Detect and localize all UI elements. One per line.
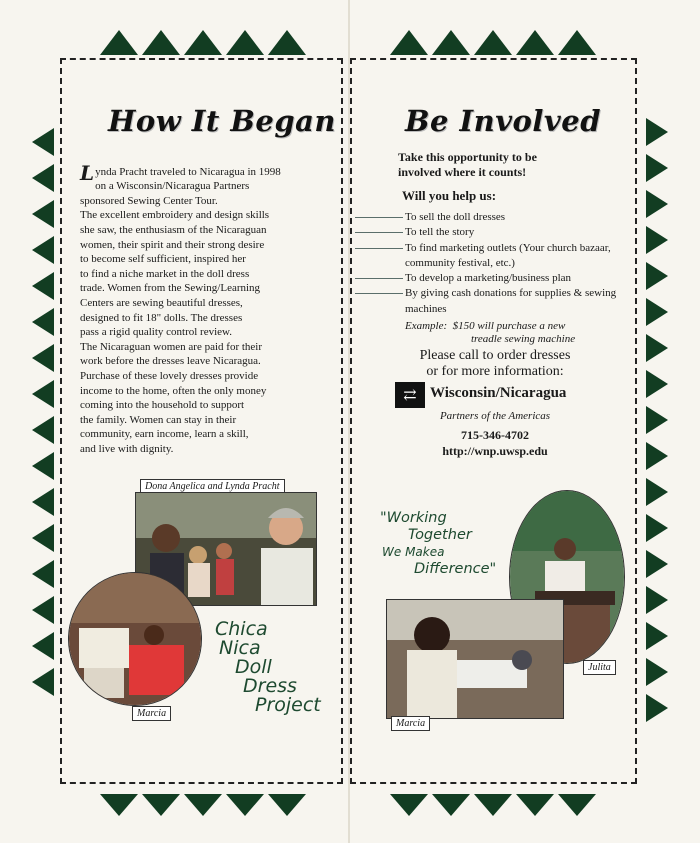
project-word-3: Doll bbox=[235, 656, 272, 678]
example-line-1: $150 will purchase a new bbox=[452, 320, 566, 332]
story-body: ynda Pracht traveled to Nicaragua in 1998 on a Wisconsin/Nicaragua Partners sponsored Sewing Center Tour. The excellent embroidery and design skills she saw, the enthusiasm of the Nicaraguan women, their spirit and their strong desire to become self sufficient, inspired her to find a niche market in the doll dress trade. Women from the Sewing/Learning Centers are sewing beautiful dresses, designed to fit 18" dolls. The dresses pass a rigid quality control review. The Nicaraguan women are paid for their work before the dresses leave Nicaragua. Purchase of these lovely dresses provide income to the home, often the only money coming into the household to support the family. Women can stay in their community, earn income, learn a skill, and live with dignity. bbox=[80, 165, 281, 455]
help-list bbox=[355, 210, 635, 317]
call-line-2: or for more information: bbox=[426, 364, 564, 379]
project-word-2: Nica bbox=[219, 637, 261, 659]
quote-word-5: Difference" bbox=[414, 561, 497, 577]
bottom-left-triangles bbox=[100, 794, 306, 816]
photo1-caption: Dona Angelica and Lynda Pracht bbox=[140, 479, 285, 494]
photo4-caption: Marcia bbox=[391, 716, 430, 731]
help-item: To find marketing outlets (Your church bazaar, community festival, etc.) bbox=[355, 241, 635, 272]
how-it-began-title: How It Began bbox=[108, 104, 336, 138]
photo-marcia-working bbox=[386, 599, 564, 719]
phone-number: 715-346-4702 bbox=[461, 428, 529, 442]
example-text bbox=[405, 320, 575, 346]
quote-word-2: Together bbox=[408, 527, 472, 543]
chica-nica-project-name bbox=[215, 620, 321, 715]
photo3-caption: Julita bbox=[583, 660, 616, 675]
photo2-caption: Marcia bbox=[132, 706, 171, 721]
website-url: http://wnp.uwsp.edu bbox=[442, 444, 548, 458]
be-involved-title: Be Involved bbox=[405, 104, 601, 138]
example-line-2: treadle sewing machine bbox=[471, 333, 576, 345]
example-label: Example: bbox=[405, 320, 448, 332]
help-heading: Will you help us: bbox=[402, 188, 497, 203]
project-word-1: Chica bbox=[215, 618, 268, 640]
project-word-5: Project bbox=[255, 694, 321, 716]
partners-line: Partners of the Americas bbox=[439, 410, 551, 422]
call-line-1: Please call to order dresses bbox=[419, 348, 571, 363]
left-side-triangles bbox=[32, 128, 54, 696]
help-item: By giving cash donations for supplies & sewing machines bbox=[355, 286, 635, 317]
call-to-order bbox=[360, 348, 630, 380]
intro-line-1: Take this opportunity to be bbox=[398, 150, 537, 164]
org-name: Wisconsin/Nicaragua bbox=[430, 385, 567, 401]
help-item: To sell the doll dresses bbox=[355, 210, 635, 225]
quote-word-1: "Working bbox=[380, 510, 447, 526]
help-item: To tell the story bbox=[355, 225, 635, 240]
project-word-4: Dress bbox=[243, 675, 297, 697]
bottom-right-triangles bbox=[390, 794, 596, 816]
top-left-triangles bbox=[100, 30, 306, 55]
quote-word-3: We Make bbox=[382, 545, 438, 559]
wnp-logo-icon: ⇄ bbox=[395, 382, 425, 408]
quote-word-4: a bbox=[437, 545, 445, 559]
help-item: To develop a marketing/business plan bbox=[355, 271, 635, 286]
story-text bbox=[80, 150, 335, 456]
top-right-triangles bbox=[390, 30, 596, 55]
photo-marcia-sewing-circle bbox=[68, 572, 202, 706]
working-together-quote bbox=[380, 510, 496, 578]
story-dropcap: L bbox=[80, 160, 95, 185]
right-side-triangles bbox=[646, 118, 668, 722]
intro-line-2: involved where it counts! bbox=[398, 165, 527, 179]
